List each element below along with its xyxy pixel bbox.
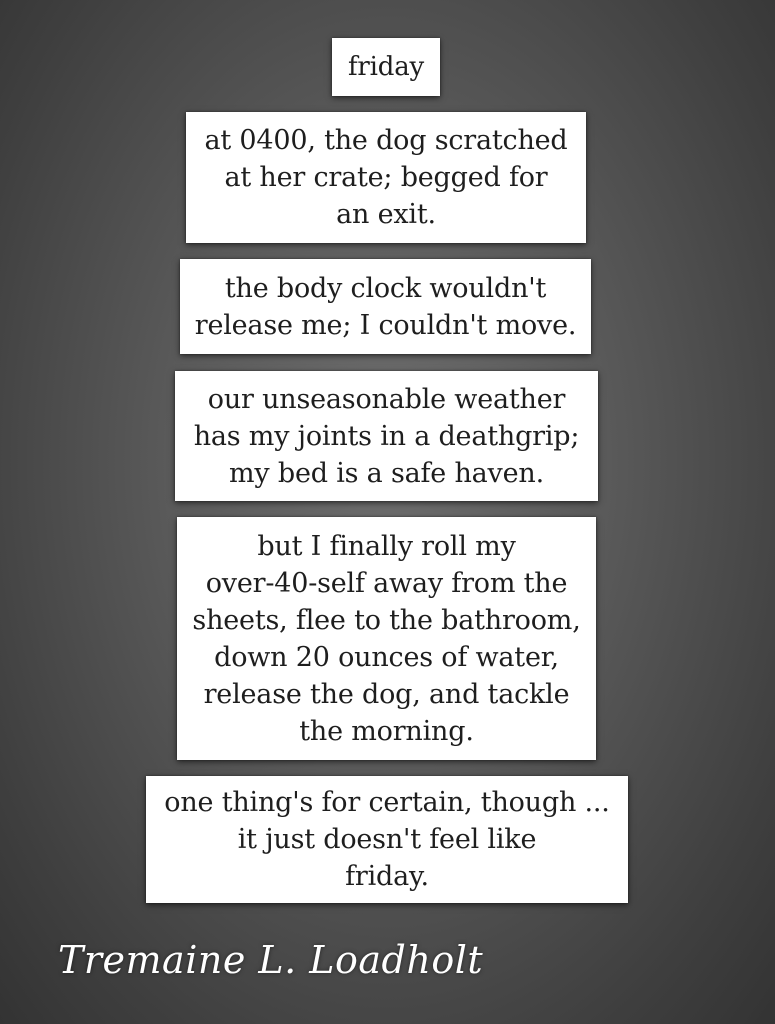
card-line: over-40-self away from the [205, 567, 568, 599]
stanza-card-4 [177, 517, 596, 760]
author-signature: Tremaine L. Loadholt [58, 938, 484, 982]
stanza-card-1 [186, 112, 586, 243]
card-line: an exit. [336, 199, 436, 230]
card-line: release me; I couldn't move. [194, 309, 577, 341]
card-line: release the dog, and tackle [203, 678, 570, 710]
card-line: one thing's for certain, though ... [164, 787, 610, 818]
card-line: friday [347, 51, 424, 82]
card-line: my bed is a safe haven. [229, 457, 544, 489]
card-line: sheets, flee to the bathroom, [192, 604, 581, 636]
stanza-card-2 [180, 259, 591, 354]
card-line: at 0400, the dog scratched [204, 125, 568, 156]
stanza-card-5 [146, 776, 628, 903]
card-line: it just doesn't feel like [237, 824, 537, 855]
stanza-text [195, 270, 577, 344]
card-line: our unseasonable weather [207, 383, 566, 415]
card-line: but I finally roll my [257, 530, 516, 562]
card-line: the body clock wouldn't [224, 272, 547, 304]
card-line: has my joints in a deathgrip; [193, 420, 580, 452]
stanza-text [164, 784, 609, 895]
card-line: at her crate; begged for [224, 162, 548, 193]
stanza-text [204, 122, 567, 233]
card-line: friday. [345, 861, 429, 892]
card-line: the morning. [299, 715, 474, 747]
stanza-text [192, 528, 580, 750]
card-line: down 20 ounces of water, [214, 641, 559, 673]
title-card [332, 38, 440, 96]
title-text [348, 49, 424, 86]
stanza-text [194, 381, 580, 492]
stanza-card-3 [175, 371, 598, 501]
